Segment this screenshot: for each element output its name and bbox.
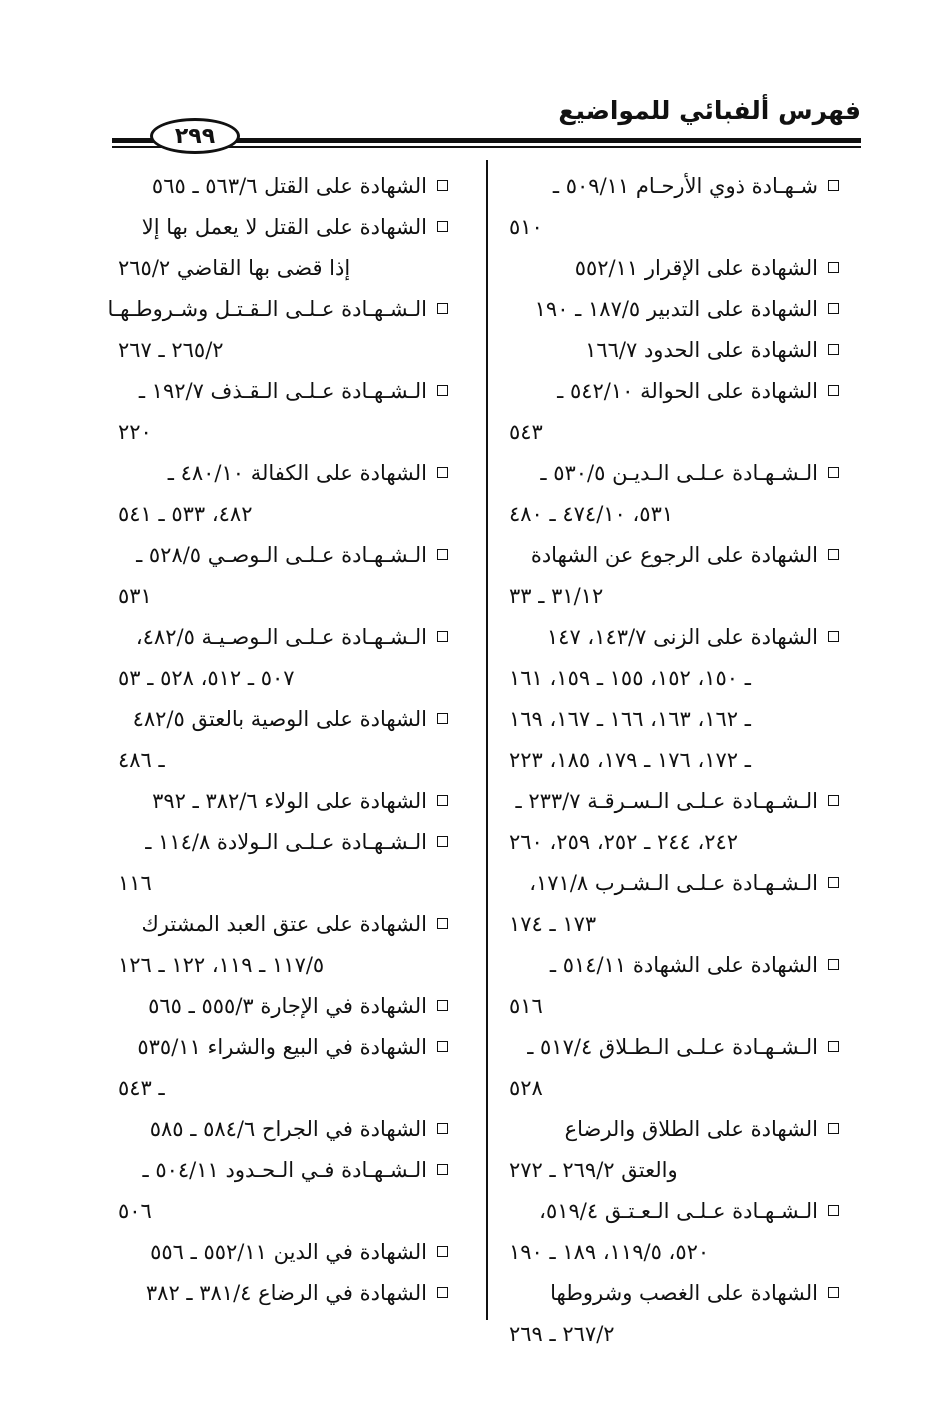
index-entry [509,248,839,289]
entry-line-first [118,1232,448,1273]
entry-line-first [509,453,839,494]
entry-line-continuation [118,494,448,535]
square-bullet-icon [828,877,839,888]
entry-line-first [118,535,448,576]
entry-text: الـشـهـادة عـلـى الـديـن ٥٣٠/٥ ـ [540,461,818,485]
entry-line-continuation [118,1068,448,1109]
entry-text: الشهادة على الكفالة ٤٨٠/١٠ ـ [167,461,427,485]
entry-line-continuation [509,1232,839,1273]
entry-line-continuation [509,822,839,863]
index-entry [509,1027,839,1109]
square-bullet-icon [828,1205,839,1216]
running-header-title: فهرس ألفبائي للمواضيع [558,96,861,125]
entry-text: الـشـهـادة فـي الـحـدود ٥٠٤/١١ ـ [142,1158,427,1182]
index-entry [509,289,839,330]
index-entry [118,986,448,1027]
index-entry [509,945,839,1027]
index-entry [118,781,448,822]
entry-text: الشهادة في الإجارة ٥٥٥/٣ ـ ٥٦٥ [148,994,427,1018]
entry-line-continuation [118,658,448,699]
entry-text: الـشـهـادة عـلـى الـسـرقـة ٢٣٣/٧ ـ [515,789,818,813]
entry-text: الشهادة في الدين ٥٥٢/١١ ـ ٥٥٦ [150,1240,427,1264]
square-bullet-icon [828,795,839,806]
square-bullet-icon [437,303,448,314]
entry-text: الـشـهـادة عـلـى الـولادة ١١٤/٨ ـ [145,830,427,854]
index-entry [509,863,839,945]
square-bullet-icon [828,959,839,970]
index-entry [118,535,448,617]
square-bullet-icon [828,1123,839,1134]
entry-line-first [118,699,448,740]
entry-text: ـ ٥٤٣ [118,1076,165,1100]
index-entry [118,1027,448,1109]
entry-line-first [118,1150,448,1191]
entry-line-first [509,1191,839,1232]
square-bullet-icon [437,180,448,191]
entry-text: الشهادة على الغصب وشروطها [550,1281,818,1305]
entry-text: الشهادة على الطلاق والرضاع [564,1117,818,1141]
entry-line-first [509,1109,839,1150]
entry-line-first [118,986,448,1027]
entry-line-first [509,781,839,822]
entry-text: ٥٢٨ [509,1076,543,1100]
square-bullet-icon [437,1041,448,1052]
entry-line-first [118,822,448,863]
entry-line-first [509,945,839,986]
square-bullet-icon [828,344,839,355]
square-bullet-icon [437,631,448,642]
entry-text: ٥١٦ [509,994,543,1018]
entry-text: ـ ١٥٠، ١٥٢، ١٥٥ ـ ١٥٩، ١٦١ [509,666,751,690]
square-bullet-icon [437,221,448,232]
entry-line-first [118,207,448,248]
entry-text: الشهادة على القتل ٥٦٣/٦ ـ ٥٦٥ [151,174,427,198]
entry-line-continuation [118,412,448,453]
index-entry [509,1273,839,1355]
index-entry [118,1150,448,1232]
index-entry [118,166,448,207]
entry-text: ٣١/١٢ ـ ٣٣ [509,584,604,608]
square-bullet-icon [828,549,839,560]
entry-line-first [118,781,448,822]
entry-line-continuation [118,740,448,781]
square-bullet-icon [828,631,839,642]
entry-line-continuation [118,863,448,904]
square-bullet-icon [828,262,839,273]
entry-line-first [509,330,839,371]
entry-line-first [118,1027,448,1068]
entry-line-continuation [509,412,839,453]
entry-text: ٥٢٠، ١١٩/٥، ١٨٩ ـ ١٩٠ [509,1240,710,1264]
entry-line-first [118,371,448,412]
square-bullet-icon [437,1123,448,1134]
index-entry [509,166,839,248]
entry-line-first [509,248,839,289]
entry-text: ١١٦ [118,871,152,895]
index-entry [509,617,839,781]
entry-text: الـشـهـادة عـلـى الـطـلاق ٥١٧/٤ ـ [527,1035,818,1059]
square-bullet-icon [437,795,448,806]
entry-text: ٥٠٧ ـ ٥١٢، ٥٢٨ ـ ٥٣ [118,666,295,690]
index-column-right [509,166,839,1355]
entry-text: ٢٢٠ [118,420,152,444]
entry-line-continuation [118,330,448,371]
index-entry [509,781,839,863]
entry-line-continuation [118,1191,448,1232]
entry-text: ـ ١٦٢، ١٦٣، ١٦٦ ـ ١٦٧، ١٦٩ [509,707,751,731]
index-entry [118,371,448,453]
entry-text: الشهادة على الشهادة ٥١٤/١١ ـ [549,953,818,977]
square-bullet-icon [828,467,839,478]
entry-text: الـشـهـادة عـلـى الـعـتـق ٥١٩/٤، [539,1199,818,1223]
entry-line-continuation [118,945,448,986]
entry-line-first [118,617,448,658]
entry-text: ١٧٣ ـ ١٧٤ [509,912,597,936]
index-entry [118,822,448,904]
entry-line-continuation [509,207,839,248]
entry-text: الشهادة على الوصية بالعتق ٤٨٢/٥ [132,707,427,731]
entry-text: الشهادة في الجراح ٥٨٤/٦ ـ ٥٨٥ [149,1117,427,1141]
square-bullet-icon [828,1287,839,1298]
entry-line-continuation [509,904,839,945]
index-entry [509,453,839,535]
column-divider [486,160,488,1320]
square-bullet-icon [437,1164,448,1175]
index-entry [509,1109,839,1191]
entry-line-continuation [118,248,448,289]
entry-line-continuation [509,699,839,740]
entry-text: والعتق ٢٦٩/٢ ـ ٢٧٢ [509,1158,678,1182]
index-entry [118,453,448,535]
entry-text: ٥٣١ [118,584,152,608]
index-entry [118,617,448,699]
index-entry [107,289,448,371]
square-bullet-icon [437,385,448,396]
entry-line-first [509,535,839,576]
entry-text: الـشـهـادة عـلـى الـقـذف ١٩٢/٧ ـ [138,379,427,403]
page-number-badge: ٢٩٩ [150,118,240,154]
entry-line-first [107,289,448,330]
square-bullet-icon [437,467,448,478]
entry-text: الشهادة على الولاء ٣٨٢/٦ ـ ٣٩٢ [152,789,427,813]
entry-text: ٤٨٢، ٥٣٣ ـ ٥٤١ [118,502,253,526]
entry-line-first [118,1109,448,1150]
entry-text: ٥٣١، ٤٧٤/١٠ ـ ٤٨٠ [509,502,674,526]
index-entry [118,207,448,289]
entry-line-continuation [509,740,839,781]
entry-text: ـ ٤٨٦ [118,748,165,772]
entry-text: الـشـهـادة عـلـى الـشـرب ١٧١/٨، [529,871,818,895]
entry-line-continuation [509,986,839,1027]
index-entry [509,330,839,371]
entry-text: ـ ١٧٢، ١٧٦ ـ ١٧٩، ١٨٥، ٢٢٣ [509,748,751,772]
entry-text: الشهادة على الإقرار ٥٥٢/١١ [574,256,818,280]
entry-text: ٢٦٥/٢ ـ ٢٦٧ [118,338,224,362]
index-entry [509,535,839,617]
entry-text: ١١٧/٥ ـ ١١٩، ١٢٢ ـ ١٢٦ [118,953,325,977]
entry-line-first [509,617,839,658]
entry-text: ٢٤٢، ٢٤٤ ـ ٢٥٢، ٢٥٩، ٢٦٠ [509,830,739,854]
square-bullet-icon [437,1000,448,1011]
square-bullet-icon [828,303,839,314]
entry-line-first [509,1273,839,1314]
entry-line-first [509,166,839,207]
square-bullet-icon [828,385,839,396]
entry-line-first [118,904,448,945]
entry-line-continuation [509,494,839,535]
entry-text: شـهـادة ذوي الأرحـام ٥٠٩/١١ ـ [552,174,818,198]
index-entry [118,1273,448,1314]
square-bullet-icon [437,836,448,847]
index-entry [509,1191,839,1273]
entry-text: ٢٦٧/٢ ـ ٢٦٩ [509,1322,615,1346]
index-entry [118,1109,448,1150]
entry-text: الشهادة على القتل لا يعمل بها إلا [141,215,427,239]
entry-text: الشهادة على التدبير ١٨٧/٥ ـ ١٩٠ [534,297,818,321]
entry-text: الـشـهـادة عـلـى الـوصـيـة ٤٨٢/٥، [135,625,427,649]
entry-line-first [509,289,839,330]
entry-text: الـشـهـادة عـلـى الـقـتـل وشـروطـهـا [107,297,427,321]
entry-text: الشهادة على الرجوع عن الشهادة [530,543,818,567]
entry-line-first [118,166,448,207]
entry-line-first [509,863,839,904]
index-entry [118,699,448,781]
square-bullet-icon [437,918,448,929]
index-entry [118,1232,448,1273]
entry-text: ٥١٠ [509,215,543,239]
entry-text: الشهادة في البيع والشراء ٥٣٥/١١ [137,1035,427,1059]
entry-line-continuation [509,576,839,617]
index-column-left [107,166,448,1314]
square-bullet-icon [437,1287,448,1298]
entry-text: ٥٠٦ [118,1199,152,1223]
index-entry [118,904,448,986]
square-bullet-icon [437,1246,448,1257]
entry-text: الشهادة على عتق العبد المشترك [141,912,427,936]
entry-line-continuation [509,658,839,699]
entry-line-first [118,1273,448,1314]
entry-line-first [509,371,839,412]
entry-text: الشهادة على الحوالة ٥٤٢/١٠ ـ [557,379,818,403]
square-bullet-icon [437,549,448,560]
entry-text: الـشـهـادة عـلـى الـوصـي ٥٢٨/٥ ـ [136,543,427,567]
entry-text: إذا قضى بها القاضي ٢٦٥/٢ [118,256,351,280]
entry-text: ٥٤٣ [509,420,543,444]
entry-line-continuation [509,1150,839,1191]
square-bullet-icon [828,180,839,191]
index-entry [509,371,839,453]
entry-line-first [118,453,448,494]
square-bullet-icon [437,713,448,724]
entry-line-continuation [509,1068,839,1109]
entry-line-continuation [118,576,448,617]
entry-line-continuation [509,1314,839,1355]
entry-text: الشهادة على الزنى ١٤٣/٧، ١٤٧ [546,625,818,649]
square-bullet-icon [828,1041,839,1052]
entry-line-first [509,1027,839,1068]
entry-text: الشهادة على الحدود ١٦٦/٧ [585,338,818,362]
entry-text: الشهادة في الرضاع ٣٨١/٤ ـ ٣٨٢ [145,1281,427,1305]
